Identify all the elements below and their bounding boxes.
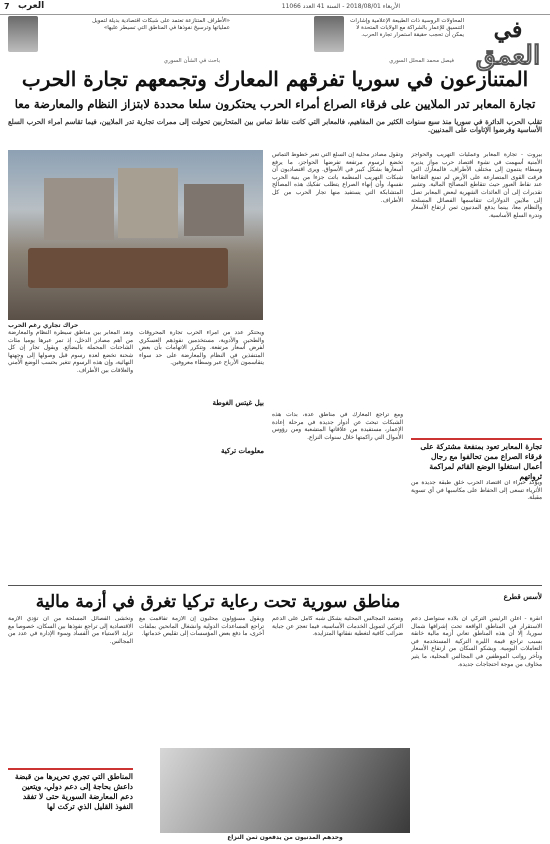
second-article-column-4: وتخشى الفصائل المسلحة من أن تؤدي الأزمة الاقتصادية إلى تراجع نفوذها بين السكان، خصوصا مع تزايد الاستياء من الفساد وسوء الإدارة في عدد من المجالس. (8, 616, 133, 645)
article-column-1b: ويؤكد خبراء أن اقتصاد الحرب خلق طبقة جديدة من الأثرياء تسعى إلى الحفاظ على مكاسبها في أي تسوية مقبلة. (411, 480, 542, 502)
main-headline: المتنازعون في سوريا تفرقهم المعارك وتجمعهم تجارة الحرب (21, 67, 529, 91)
pull-quote-1: تجارة المعابر تعود بمنفعة مشتركة على فرقاء الصراع ممن تحالفوا مع رجال أعمال استغلوا الوضع القائم لمراكمة ثرواتهم (411, 438, 542, 482)
pull-quote-2: المناطق التي تجري تحريرها من قبضة داعش بحاجة إلى دعم دولي، ويتعين دعم المعارضة السورية حتى لا تفقد النفوذ القليل الذي تركت لها (8, 768, 133, 812)
section-brand-line2: العمق (475, 41, 541, 71)
second-article-column-1: أنقرة - أعلن الرئيس التركي أن بلاده ستواصل دعم الاستقرار في المناطق الواقعة تحت إشرافها شمال سوريا، إلا أن هذه المناطق تعاني أزمة مالية خانقة بسبب تراجع قيمة الليرة التركية المستخدمة في التعاملات اليومية. ويشكو السكان من ارتفاع الأسعار وتأخر رواتب الموظفين في المجالس المحلية، ما يثير مخاوف من موجة احتجاجات جديدة. (411, 616, 542, 668)
damaged-building (44, 178, 114, 240)
vendor-cart (28, 248, 228, 288)
section-subhead-1: بيل غيتس الغوطة (212, 398, 264, 407)
quote-2-author: باحث في الشأن السوري (163, 58, 220, 64)
second-article-column-2: وتعتمد المجالس المحلية بشكل شبه كامل على الدعم التركي لتمويل الخدمات الأساسية، فيما تعجز عن جباية ضرائب كافية لتغطية نفقاتها المتزايدة. (272, 616, 403, 638)
photo-caption-2: وحدهم المدنيون من يدفعون ثمن النزاع (227, 834, 343, 841)
second-headline: مناطق سورية تحت رعاية تركيا تغرق في أزمة مالية (35, 592, 401, 612)
section-divider (8, 585, 542, 586)
page-number: 7 (4, 2, 10, 11)
section-brand-line1: في (493, 17, 523, 43)
article-column-1: بيروت - تجارة المعابر وعمليات التهريب والحواجز الأمنية أسهمت في نشوء اقتصاد حرب مواز يديره وسطاء ينتمون إلى مختلف الأطراف. فالمعارك التي فرقت القوى المتصارعة على الأرض لم تمنع التقاءها عند نقاط العبور حيث تتقاطع المصالح المالية. وتشير تقديرات إلى أن العائدات الشهرية لبعض المعابر تصل إلى ملايين الدولارات تتقاسمها الفصائل المسلحة والنظام معا، بينما يدفع المدنيون ثمن ارتفاع الأسعار وندرة السلع الأساسية. (411, 152, 542, 219)
quote-1-author: فيصل محمد المحلل السوري (389, 58, 454, 64)
quote-2: «الأطراف المتنازعة تعتمد على شبكات اقتصادية بديلة لتمويل عملياتها وترسيخ نفوذها في المناطق التي تسيطر عليها» (92, 18, 230, 31)
quote-portrait-1 (314, 16, 344, 52)
quote-portrait-2 (8, 16, 38, 52)
civilians-photo (160, 748, 410, 833)
article-column-2b: ومع تراجع المعارك في مناطق عدة، بدأت هذه الشبكات تبحث عن أدوار جديدة في مرحلة إعادة الإعمار، مستفيدة من علاقاتها المتشعبة ومن رؤوس الأموال التي راكمتها خلال سنوات النزاع. (272, 412, 403, 441)
page-header (0, 0, 550, 15)
issue-date: الأربعاء 2018/08/01 - السنة 41 العدد 11066 (281, 3, 400, 10)
article-column-4: وتعد المعابر بين مناطق سيطرة النظام والمعارضة من أهم مصادر الدخل، إذ تمر عبرها يوميا مئات الشاحنات المحملة بالبضائع. ويقول تجار إن كل شحنة تخضع لعدة رسوم قبل وصولها إلى وجهتها النهائية، وإن هذه الرسوم تتغير بحسب الوضع الأمني والعلاقات بين الأطراف. (8, 330, 133, 374)
damaged-building (118, 168, 178, 238)
article-column-2: وتقول مصادر محلية إن السلع التي تعبر خطوط التماس تخضع لرسوم مرتفعة تفرضها الحواجز، ما يرفع أسعارها بشكل كبير في الأسواق. ويرى اقتصاديون أن شبكات التهريب المنظمة باتت جزءا من بنية الحرب نفسها، وأن إنهاء الصراع يتطلب تفكيك هذه المصالح المتشابكة التي يستفيد منها تجار الحرب من كل الأطراف. (272, 152, 403, 204)
article-lede: تقلب الحرب الدائرة في سوريا منذ سبع سنوات الكثير من المفاهيم، فالمعابر التي كانت نقاط تماس بين المتحاربين تحولت إلى ممرات تجارية تدر الملايين، فيما تقاسم أمراء الحرب السلع الأساسية وفرضوا الإتاوات على المدنيين. (8, 118, 542, 135)
article-column-3: ويحتكر عدد من أمراء الحرب تجارة المحروقات والطحين والأدوية، مستخدمين نفوذهم العسكري لفرض أسعار مرتفعة. وتتكرر الاتهامات بأن بعض المتنفذين في النظام والمعارضة على حد سواء يتقاسمون الأرباح عبر وسطاء معروفين. (139, 330, 264, 367)
sub-headline: تجارة المعابر تدر الملايين على فرقاء الصراع أمراء الحرب يحتكرون سلعا محددة لابتزاز النظام والمعارضة معا (14, 97, 536, 111)
quote-1: المحاولات الروسية ذات الطبيعة الإعلامية وإشارات التنسيق للإعمار بالشراكة مع الولايات المتحدة لا يمكن أن تحجب حقيقة استمرار تجارة الحرب. (350, 18, 464, 38)
newspaper-logo: العرب (18, 1, 45, 11)
section-subhead-2: معلومات تركية (221, 446, 264, 455)
second-article-column-3: ويقول مسؤولون محليون إن الأزمة تفاقمت مع تراجع المساعدات الدولية وانشغال المانحين بملفات أخرى، ما دفع بعض المؤسسات إلى تقليص خدماتها. (139, 616, 264, 638)
damaged-building (184, 184, 244, 236)
market-photo (8, 150, 263, 320)
second-kicker: لأسس قطرع (503, 592, 542, 601)
photo-caption-1: حراك تجاري رغم الحرب (8, 322, 79, 329)
